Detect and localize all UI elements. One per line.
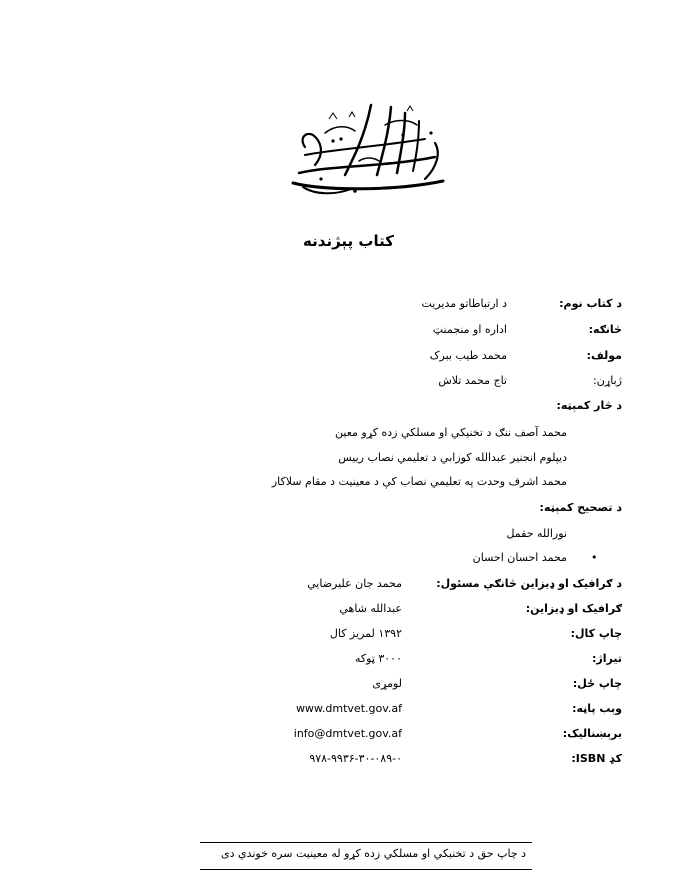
review-committee-label: د څار کمېټه: (556, 399, 622, 412)
copyright-box (200, 842, 532, 870)
correction-member: محمد احسان احسان (472, 551, 567, 564)
field-label-book-name: د کتاب نوم: (559, 297, 622, 310)
field-value-edition: لومړی (372, 677, 402, 690)
field-value-isbn: ۹۷۸-۹۹۳۶-۳۰-۰۸۹-۰ (309, 752, 402, 765)
bullet-icon: • (591, 551, 598, 564)
field-value-department: اداره او منجمنټ (432, 323, 507, 336)
field-label-author: مولف: (586, 349, 622, 362)
page-title: کتاب پېژندنه (303, 232, 394, 250)
correction-committee-label: د تصحیح کمېټه: (539, 501, 622, 514)
review-member: دیپلوم انجنیر عبدالله کوزابي د تعلیمي نصاب رییس (338, 451, 567, 464)
review-member: محمد اشرف وحدت په تعلیمي نصاب کې د معینیت د مقام سلاکار (271, 475, 567, 488)
field-label-website: وېب پاڼه: (572, 702, 622, 715)
field-label-print-run: تیراژ: (592, 652, 622, 665)
field-value-graphics-head: محمد جان علیرضایي (307, 577, 402, 590)
review-member: محمد آصف ننګ د تخنیکي او مسلکي زده کړو معین (335, 426, 567, 439)
correction-member: نورالله حقمل (506, 527, 567, 540)
copyright-notice: د چاپ حق د تخنیکي او مسلکي زده کړو له معینیت سره خوندي دی (220, 847, 526, 860)
field-value-email: info@dmtvet.gov.af (293, 727, 402, 740)
field-label-department: څانګه: (588, 323, 622, 336)
field-value-translator: تاج محمد تلاش (438, 374, 507, 387)
field-value-print-run: ۳۰۰۰ ټوکه (354, 652, 402, 665)
field-label-translator: ژباړن: (593, 374, 622, 387)
field-value-print-year: ۱۳۹۲ لمریز کال (329, 627, 402, 640)
field-value-website: www.dmtvet.gov.af (295, 702, 402, 715)
field-label-graphics: ګرافیک او ډیزاین: (525, 602, 622, 615)
field-label-isbn: کډ ISBN: (571, 752, 622, 765)
field-label-email: برېښنالیک: (562, 727, 622, 740)
field-value-book-name: د ارتباطاتو مدیریت (421, 297, 507, 310)
field-label-graphics-head: د ګرافیک او ډیزاین څانګې مسئول: (436, 577, 622, 590)
field-label-print-year: چاپ کال: (570, 627, 622, 640)
field-value-graphics: عبدالله شاهي (339, 602, 402, 615)
bismillah-calligraphy (285, 95, 450, 200)
field-label-edition: چاپ ځل: (572, 677, 622, 690)
field-value-author: محمد طیب ببرک (429, 349, 507, 362)
